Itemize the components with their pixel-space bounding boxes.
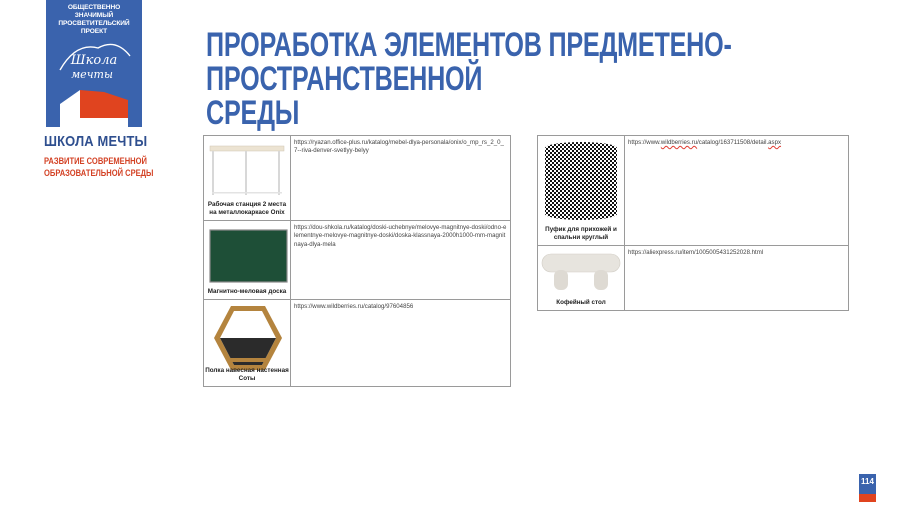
product-link[interactable]: https://ryazan.office-plus.ru/katalog/mebel-dlya-personala/onix/o_mp_rs_2_0_7--riva-denver-svetlyy-belyy	[291, 136, 511, 221]
brand-name: ШКОЛА МЕЧТЫ	[44, 133, 148, 150]
url-part: https://www.	[628, 139, 661, 146]
brand-subtitle-line-1: РАЗВИТИЕ СОВРЕМЕННОЙ	[44, 156, 147, 166]
brand-subtitle-line-2: ОБРАЗОВАТЕЛЬНОЙ СРЕДЫ	[44, 168, 154, 178]
project-badge	[46, 0, 142, 127]
page-number-accent	[859, 494, 876, 502]
left-product-table	[203, 135, 511, 387]
product-image-cell	[204, 221, 291, 300]
url-part: aspx	[768, 139, 782, 146]
product-image-cell	[538, 136, 625, 246]
badge-line-2: ПРОСВЕТИТЕЛЬСКИЙ ПРОЕКТ	[58, 20, 130, 35]
product-link[interactable]: https://www.wildberries.ru/catalog/97604856	[291, 300, 511, 387]
product-link[interactable]: https://dou-shkola.ru/katalog/doski-uchebnye/melovye-magnitnye-doski/odno-elementnye-melovye-magnitnye-doski/doska-klassnaya-2000h1000-mm-magnitnaya-dlya-mela	[291, 221, 511, 300]
product-caption: Кофейный стол	[556, 299, 606, 306]
product-caption: Рабочая станция 2 места на металлокаркасе Onix	[207, 201, 287, 216]
brand-block	[44, 133, 154, 179]
table-row	[538, 246, 849, 311]
url-part: /catalog/163711508/detail.	[697, 139, 769, 146]
product-caption: Пуфик для прихожей и спальни круглый	[545, 226, 617, 241]
product-link[interactable]	[625, 136, 849, 246]
logo-text-2: мечты	[71, 68, 113, 81]
logo-text-1: Школа	[70, 53, 118, 68]
coffee-table-icon	[538, 246, 624, 298]
chalkboard-icon	[204, 221, 290, 285]
school-logo-icon	[46, 30, 142, 127]
product-image-cell	[204, 300, 291, 387]
table-row	[204, 300, 511, 387]
product-image-cell	[204, 136, 291, 221]
table-row	[538, 136, 849, 246]
product-caption: Магнитно-меловая доска	[207, 288, 287, 295]
product-image-cell	[538, 246, 625, 311]
table-row	[204, 221, 511, 300]
product-caption: Полка навесная настенная Соты	[205, 367, 289, 382]
brand-subtitle	[44, 155, 154, 179]
page-number: 114	[859, 474, 876, 496]
url-part: wildberries.ru	[660, 139, 698, 146]
product-link[interactable]: https://aliexpress.ru/item/1005005431252028.html	[625, 246, 849, 311]
badge-line-1: ОБЩЕСТВЕННО ЗНАЧИМЫЙ	[67, 4, 121, 19]
pouf-icon	[538, 136, 624, 226]
hexagon-shelf-icon	[204, 300, 290, 376]
table-row	[204, 136, 511, 221]
desk-icon	[204, 136, 290, 206]
page-title: ПРОРАБОТКА ЭЛЕМЕНТОВ ПРЕДМЕТЕНО-ПРОСТРАНСТВЕННОЙ СРЕДЫ	[206, 26, 732, 132]
right-product-table	[537, 135, 849, 311]
